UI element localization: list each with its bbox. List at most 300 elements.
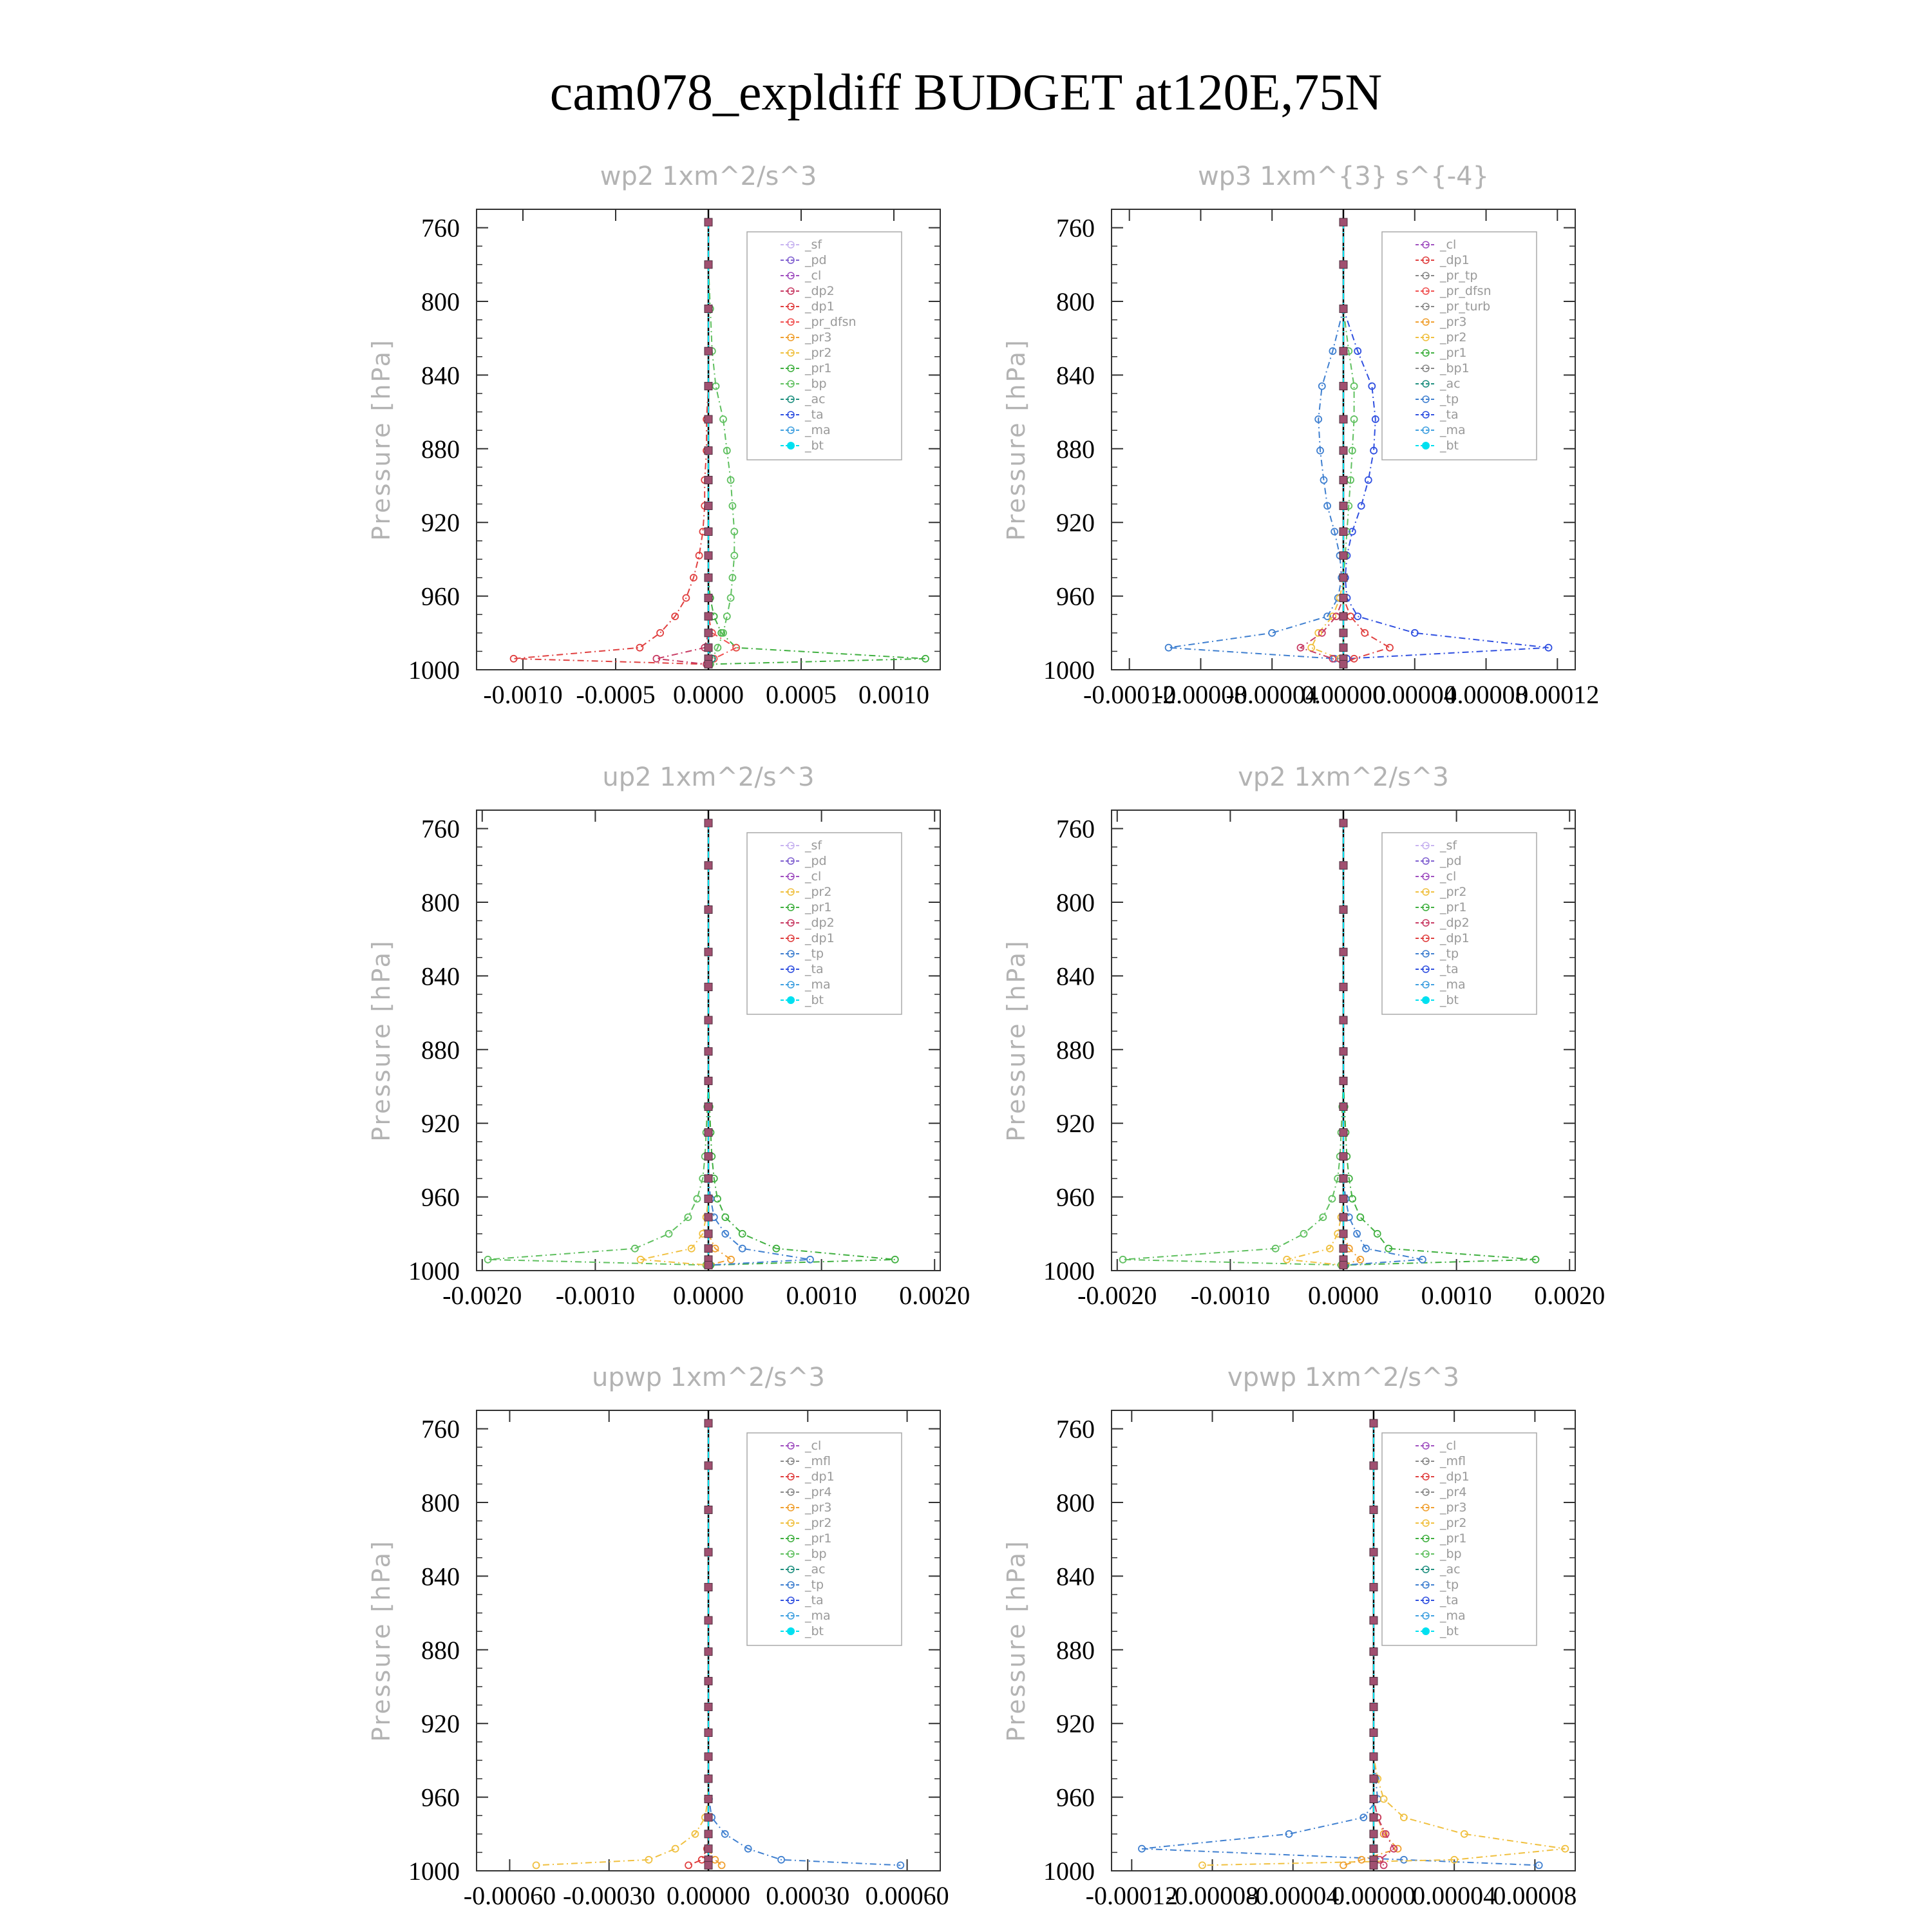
center-marker bbox=[1340, 948, 1347, 956]
legend-label: _sf bbox=[805, 838, 822, 853]
legend-label: _pr_turb bbox=[1440, 299, 1491, 314]
data-point bbox=[1351, 383, 1358, 390]
y-axis-label: Pressure [hPa] bbox=[1002, 939, 1030, 1142]
center-marker bbox=[705, 905, 712, 913]
legend-label: _pr1 bbox=[805, 361, 832, 375]
x-tick-label: 0.0010 bbox=[858, 680, 929, 709]
legend-label: _ac bbox=[1440, 1562, 1461, 1577]
data-point bbox=[1301, 1231, 1307, 1237]
legend-label: _ma bbox=[1440, 423, 1466, 437]
legend-label: _ta bbox=[805, 408, 824, 422]
legend-label: _bt bbox=[1440, 993, 1459, 1007]
legend-label: _pr3 bbox=[805, 1501, 832, 1515]
center-marker bbox=[705, 447, 712, 455]
center-marker bbox=[1370, 1775, 1378, 1783]
center-marker bbox=[705, 1175, 712, 1182]
legend-label: _cl bbox=[1440, 1439, 1457, 1453]
data-point bbox=[1361, 630, 1368, 636]
panel-title: up2 1xm^2/s^3 bbox=[602, 762, 815, 792]
center-marker bbox=[1340, 905, 1347, 913]
x-tick-label: -0.0020 bbox=[442, 1281, 522, 1310]
center-marker bbox=[1370, 1795, 1378, 1803]
center-marker bbox=[705, 1845, 712, 1853]
legend-label: _pr2 bbox=[805, 885, 832, 899]
center-marker bbox=[705, 1795, 712, 1803]
legend-label: _ta bbox=[1440, 962, 1459, 976]
y-tick-label: 1000 bbox=[1043, 1256, 1095, 1285]
legend-label: _pr1 bbox=[805, 900, 832, 914]
legend-label: _pr2 bbox=[805, 1516, 832, 1530]
legend-label: _cl bbox=[1440, 238, 1457, 252]
y-axis-label: Pressure [hPa] bbox=[367, 338, 395, 541]
center-marker bbox=[1340, 218, 1347, 226]
center-marker bbox=[1340, 1103, 1347, 1110]
center-marker bbox=[1340, 1016, 1347, 1024]
y-tick-label: 1000 bbox=[408, 656, 460, 685]
legend-label: _ma bbox=[805, 978, 831, 992]
data-point bbox=[1308, 645, 1314, 651]
legend-label: _ma bbox=[805, 423, 831, 437]
legend-label: _pr1 bbox=[805, 1531, 832, 1546]
y-tick-label: 880 bbox=[1056, 1035, 1095, 1065]
center-marker bbox=[1370, 1462, 1378, 1470]
x-tick-label: -0.0020 bbox=[1077, 1281, 1157, 1310]
y-tick-label: 880 bbox=[421, 434, 460, 464]
x-tick-label: -0.00012 bbox=[1085, 1881, 1178, 1910]
legend-label: _bt bbox=[805, 1624, 824, 1638]
center-marker bbox=[705, 1506, 712, 1513]
legend-label: _bt bbox=[805, 439, 824, 453]
center-marker bbox=[705, 347, 712, 355]
center-marker bbox=[1370, 1648, 1378, 1656]
legend-label: _dp1 bbox=[805, 1470, 835, 1484]
center-marker bbox=[705, 1195, 712, 1202]
x-tick-label: -0.0010 bbox=[555, 1281, 636, 1310]
center-marker bbox=[1370, 1845, 1378, 1853]
center-marker bbox=[705, 1830, 712, 1838]
y-tick-label: 800 bbox=[421, 888, 460, 917]
center-marker bbox=[1340, 502, 1347, 509]
data-point bbox=[739, 1231, 746, 1237]
y-tick-label: 800 bbox=[1056, 287, 1095, 316]
legend-label: _dp1 bbox=[1440, 253, 1470, 267]
y-tick-label: 760 bbox=[1056, 213, 1095, 243]
legend-label: _pr4 bbox=[1440, 1485, 1467, 1499]
x-tick-label: 0.00004 bbox=[1412, 1881, 1497, 1910]
x-tick-label: -0.00004 bbox=[1247, 1881, 1340, 1910]
y-tick-label: 960 bbox=[1056, 1182, 1095, 1212]
legend-label: _tp bbox=[1440, 947, 1459, 961]
x-tick-label: 0.00000 bbox=[1302, 680, 1385, 709]
x-tick-label: 0.0010 bbox=[786, 1281, 857, 1310]
center-marker bbox=[1370, 1677, 1378, 1685]
center-marker bbox=[705, 1230, 712, 1238]
x-tick-label: -0.0010 bbox=[1190, 1281, 1271, 1310]
data-point bbox=[1354, 613, 1361, 620]
center-marker bbox=[705, 383, 712, 390]
center-marker bbox=[705, 305, 712, 312]
legend-label: _pr1 bbox=[1440, 346, 1467, 360]
data-point bbox=[1319, 383, 1325, 390]
y-tick-label: 800 bbox=[1056, 888, 1095, 917]
y-tick-label: 760 bbox=[421, 213, 460, 243]
legend-label: _pd bbox=[805, 253, 827, 267]
x-tick-label: 0.0020 bbox=[1534, 1281, 1605, 1310]
y-tick-label: 960 bbox=[1056, 1783, 1095, 1812]
center-marker bbox=[1340, 1213, 1347, 1221]
x-tick-label: 0.00004 bbox=[1372, 680, 1457, 709]
y-tick-label: 800 bbox=[421, 1488, 460, 1517]
center-marker bbox=[705, 1077, 712, 1084]
center-marker bbox=[1340, 415, 1347, 423]
center-marker bbox=[1370, 1506, 1378, 1513]
center-marker bbox=[705, 1616, 712, 1624]
y-tick-label: 960 bbox=[421, 582, 460, 611]
chart-panel-2 bbox=[1002, 162, 1599, 709]
center-marker bbox=[705, 644, 712, 652]
center-marker bbox=[705, 528, 712, 536]
legend-label: _ma bbox=[1440, 1609, 1466, 1623]
x-tick-label: -0.0010 bbox=[483, 680, 563, 709]
center-marker bbox=[705, 261, 712, 269]
y-tick-label: 920 bbox=[1056, 508, 1095, 538]
legend-label: _mfl bbox=[805, 1454, 831, 1468]
y-axis-label: Pressure [hPa] bbox=[367, 939, 395, 1142]
y-tick-label: 760 bbox=[421, 1414, 460, 1444]
legend-label: _pr1 bbox=[1440, 1531, 1467, 1546]
legend-label: _dp1 bbox=[1440, 1470, 1470, 1484]
data-point bbox=[1340, 1862, 1347, 1868]
center-marker bbox=[705, 1462, 712, 1470]
data-point bbox=[666, 1231, 672, 1237]
panel-title: upwp 1xm^2/s^3 bbox=[592, 1363, 825, 1392]
legend-label: _pr4 bbox=[805, 1485, 832, 1499]
data-point bbox=[1347, 613, 1354, 620]
y-tick-label: 920 bbox=[421, 1709, 460, 1739]
legend-label: _pr2 bbox=[1440, 330, 1467, 345]
data-point bbox=[731, 553, 737, 559]
legend-label: _ma bbox=[805, 1609, 831, 1623]
data-point bbox=[1381, 1796, 1387, 1803]
center-marker bbox=[1370, 1616, 1378, 1624]
figure-title: cam078_expldiff BUDGET at120E,75N bbox=[549, 64, 1383, 121]
data-point bbox=[719, 1862, 725, 1868]
legend-label: _tp bbox=[805, 1578, 824, 1592]
y-tick-label: 880 bbox=[421, 1635, 460, 1665]
legend-label: _dp2 bbox=[1440, 916, 1470, 930]
y-tick-label: 1000 bbox=[408, 1256, 460, 1285]
legend-label: _cl bbox=[805, 869, 822, 884]
x-tick-label: -0.00004 bbox=[1226, 680, 1318, 709]
data-point bbox=[1357, 1214, 1363, 1220]
center-marker bbox=[1340, 819, 1347, 827]
center-marker bbox=[1340, 261, 1347, 269]
y-axis-label: Pressure [hPa] bbox=[1002, 338, 1030, 541]
legend-label: _pr_dfsn bbox=[805, 315, 857, 329]
center-marker bbox=[1370, 1703, 1378, 1710]
data-point bbox=[712, 1857, 718, 1863]
y-tick-label: 800 bbox=[1056, 1488, 1095, 1517]
legend-marker bbox=[787, 442, 795, 450]
center-marker bbox=[705, 1129, 712, 1137]
center-marker bbox=[1340, 476, 1347, 484]
center-marker bbox=[705, 1153, 712, 1160]
center-marker bbox=[705, 1753, 712, 1761]
legend-label: _ac bbox=[805, 392, 826, 406]
center-marker bbox=[1340, 1153, 1347, 1160]
y-tick-label: 920 bbox=[421, 508, 460, 538]
legend-label: _pr3 bbox=[805, 330, 832, 345]
y-tick-label: 1000 bbox=[408, 1857, 460, 1886]
center-marker bbox=[1370, 1584, 1378, 1591]
data-point bbox=[1199, 1862, 1206, 1868]
series-line-dp1 bbox=[514, 222, 708, 664]
legend-label: _dp2 bbox=[805, 284, 835, 298]
y-tick-label: 920 bbox=[1056, 1109, 1095, 1139]
center-marker bbox=[1340, 1175, 1347, 1182]
center-marker bbox=[1340, 1230, 1347, 1238]
center-marker bbox=[1340, 1129, 1347, 1137]
chart-panel-3 bbox=[367, 762, 970, 1310]
y-tick-label: 920 bbox=[421, 1109, 460, 1139]
legend-label: _pr_dfsn bbox=[1440, 284, 1492, 298]
center-marker bbox=[705, 502, 712, 509]
panel-title: vp2 1xm^2/s^3 bbox=[1238, 762, 1449, 792]
data-point bbox=[1269, 630, 1275, 636]
center-marker bbox=[705, 1814, 712, 1821]
center-marker bbox=[1340, 1261, 1347, 1269]
center-marker bbox=[1370, 1753, 1378, 1761]
legend-label: _dp1 bbox=[1440, 931, 1470, 945]
x-tick-label: -0.00012 bbox=[1083, 680, 1176, 709]
panel-title: vpwp 1xm^2/s^3 bbox=[1227, 1363, 1460, 1392]
y-tick-label: 880 bbox=[1056, 1635, 1095, 1665]
y-tick-label: 1000 bbox=[1043, 1857, 1095, 1886]
legend-label: _pr2 bbox=[1440, 885, 1467, 899]
center-marker bbox=[1370, 1729, 1378, 1737]
legend-label: _bp bbox=[805, 1547, 827, 1561]
center-marker bbox=[705, 1703, 712, 1710]
data-point bbox=[728, 595, 734, 601]
legend-label: _pr_tp bbox=[1440, 269, 1478, 283]
legend-label: _bt bbox=[1440, 1624, 1459, 1638]
series-line-pr1 bbox=[641, 823, 708, 1265]
legend-label: _ac bbox=[805, 1562, 826, 1577]
legend-label: _tp bbox=[1440, 392, 1459, 406]
legend-label: _ta bbox=[1440, 408, 1459, 422]
legend-label: _bp bbox=[1440, 1547, 1462, 1561]
data-point bbox=[685, 1862, 692, 1868]
center-marker bbox=[705, 1213, 712, 1221]
x-tick-label: 0.0000 bbox=[673, 1281, 744, 1310]
panel-title: wp2 1xm^2/s^3 bbox=[600, 162, 817, 191]
data-point bbox=[1387, 645, 1393, 651]
center-marker bbox=[1340, 447, 1347, 455]
legend-label: _dp1 bbox=[805, 299, 835, 314]
center-marker bbox=[1370, 1419, 1378, 1427]
x-tick-label: 0.00008 bbox=[1493, 1881, 1577, 1910]
legend-label: _dp1 bbox=[805, 931, 835, 945]
y-tick-label: 800 bbox=[421, 287, 460, 316]
x-tick-label: 0.00000 bbox=[1331, 1881, 1416, 1910]
x-tick-label: 0.00012 bbox=[1515, 680, 1600, 709]
center-marker bbox=[1340, 862, 1347, 869]
chart-panel-6 bbox=[1002, 1363, 1577, 1910]
legend-label: _ta bbox=[1440, 1593, 1459, 1607]
center-marker bbox=[705, 1729, 712, 1737]
legend-label: _tp bbox=[805, 947, 824, 961]
data-point bbox=[722, 1214, 728, 1220]
center-marker bbox=[1370, 1548, 1378, 1556]
x-tick-label: 0.00000 bbox=[667, 1881, 750, 1910]
data-point bbox=[728, 1256, 734, 1263]
y-tick-label: 840 bbox=[421, 1562, 460, 1591]
legend-label: _cl bbox=[1440, 869, 1457, 884]
y-tick-label: 960 bbox=[421, 1783, 460, 1812]
legend-label: _ac bbox=[1440, 377, 1461, 391]
center-marker bbox=[705, 948, 712, 956]
x-tick-label: 0.0020 bbox=[899, 1281, 971, 1310]
center-marker bbox=[1340, 347, 1347, 355]
y-tick-label: 760 bbox=[1056, 814, 1095, 844]
center-marker bbox=[705, 1103, 712, 1110]
x-tick-label: -0.00008 bbox=[1154, 680, 1247, 709]
panels bbox=[367, 162, 1605, 1910]
center-marker bbox=[1340, 305, 1347, 312]
x-tick-label: 0.0000 bbox=[673, 680, 744, 709]
center-marker bbox=[705, 862, 712, 869]
center-marker bbox=[705, 415, 712, 423]
legend-label: _bp1 bbox=[1440, 361, 1470, 375]
legend-marker bbox=[787, 1627, 795, 1635]
center-marker bbox=[705, 552, 712, 560]
legend-label: _sf bbox=[1440, 838, 1457, 853]
chart-panel-1 bbox=[367, 162, 940, 709]
center-marker bbox=[1370, 1830, 1378, 1838]
legend-marker bbox=[787, 996, 795, 1004]
center-marker bbox=[705, 594, 712, 601]
y-axis-label: Pressure [hPa] bbox=[1002, 1539, 1030, 1742]
y-tick-label: 840 bbox=[421, 361, 460, 390]
center-marker bbox=[705, 1261, 712, 1269]
legend-label: _bt bbox=[805, 993, 824, 1007]
y-tick-label: 880 bbox=[1056, 434, 1095, 464]
data-point bbox=[1374, 1231, 1381, 1237]
legend-label: _bp bbox=[805, 377, 827, 391]
center-marker bbox=[1340, 983, 1347, 991]
center-marker bbox=[705, 1648, 712, 1656]
center-marker bbox=[705, 983, 712, 991]
center-marker bbox=[1340, 574, 1347, 582]
series-line-dp1 bbox=[1123, 823, 1343, 1265]
legend-label: _pd bbox=[805, 854, 827, 868]
center-marker bbox=[705, 1677, 712, 1685]
legend-label: _tp bbox=[1440, 1578, 1459, 1592]
chart-panel-5 bbox=[367, 1363, 949, 1910]
data-point bbox=[892, 1256, 898, 1263]
center-marker bbox=[705, 612, 712, 620]
y-tick-label: 840 bbox=[1056, 361, 1095, 390]
center-marker bbox=[705, 574, 712, 582]
legend-label: _cl bbox=[805, 1439, 822, 1453]
center-marker bbox=[1370, 1814, 1378, 1821]
y-tick-label: 840 bbox=[421, 961, 460, 991]
x-tick-label: -0.00008 bbox=[1166, 1881, 1259, 1910]
center-marker bbox=[1340, 594, 1347, 601]
center-marker bbox=[1340, 629, 1347, 637]
legend-label: _bt bbox=[1440, 439, 1459, 453]
center-marker bbox=[705, 1775, 712, 1783]
legend-label: _ma bbox=[1440, 978, 1466, 992]
center-marker bbox=[1340, 1245, 1347, 1253]
legend-label: _mfl bbox=[1440, 1454, 1466, 1468]
center-marker bbox=[1340, 383, 1347, 390]
center-marker bbox=[705, 1861, 712, 1869]
legend-marker bbox=[1422, 1627, 1430, 1635]
y-tick-label: 1000 bbox=[1043, 656, 1095, 685]
center-marker bbox=[705, 660, 712, 668]
center-marker bbox=[1340, 612, 1347, 620]
x-tick-label: -0.00030 bbox=[563, 1881, 656, 1910]
center-marker bbox=[1340, 528, 1347, 536]
center-marker bbox=[705, 1016, 712, 1024]
legend-label: _ta bbox=[805, 1593, 824, 1607]
center-marker bbox=[705, 1548, 712, 1556]
center-marker bbox=[1340, 644, 1347, 652]
legend-label: _ta bbox=[805, 962, 824, 976]
x-tick-label: -0.0005 bbox=[576, 680, 656, 709]
y-tick-label: 960 bbox=[421, 1182, 460, 1212]
series-line-dp1 bbox=[488, 823, 708, 1265]
legend-label: _dp2 bbox=[805, 916, 835, 930]
center-marker bbox=[705, 1048, 712, 1056]
y-tick-label: 760 bbox=[421, 814, 460, 844]
center-marker bbox=[705, 629, 712, 637]
center-marker bbox=[705, 218, 712, 226]
data-point bbox=[672, 1846, 679, 1852]
legend-marker bbox=[1422, 442, 1430, 450]
legend-label: _pr2 bbox=[1440, 1516, 1467, 1530]
center-marker bbox=[705, 819, 712, 827]
x-tick-label: 0.00030 bbox=[766, 1881, 850, 1910]
center-marker bbox=[705, 1245, 712, 1253]
legend-label: _pr3 bbox=[1440, 1501, 1467, 1515]
center-marker bbox=[705, 1584, 712, 1591]
y-tick-label: 960 bbox=[1056, 582, 1095, 611]
series-line-pr2 bbox=[1311, 222, 1343, 664]
center-marker bbox=[1340, 552, 1347, 560]
series-line-tp bbox=[1169, 222, 1343, 664]
panel-title: wp3 1xm^{3} s^{-4} bbox=[1197, 162, 1490, 191]
x-tick-label: 0.0000 bbox=[1308, 1281, 1379, 1310]
legend-label: _cl bbox=[805, 269, 822, 283]
x-tick-label: 0.0010 bbox=[1421, 1281, 1492, 1310]
legend-label: _pr1 bbox=[1440, 900, 1467, 914]
legend-marker bbox=[1422, 996, 1430, 1004]
y-tick-label: 840 bbox=[1056, 1562, 1095, 1591]
series-line-pr1 bbox=[536, 1423, 708, 1865]
y-tick-label: 880 bbox=[421, 1035, 460, 1065]
y-tick-label: 760 bbox=[1056, 1414, 1095, 1444]
center-marker bbox=[1340, 660, 1347, 668]
center-marker bbox=[1340, 1077, 1347, 1084]
legend-label: _sf bbox=[805, 238, 822, 252]
center-marker bbox=[705, 476, 712, 484]
center-marker bbox=[1340, 1048, 1347, 1056]
center-marker bbox=[1340, 1195, 1347, 1202]
legend-label: _pr3 bbox=[1440, 315, 1467, 329]
data-point bbox=[699, 1857, 705, 1863]
